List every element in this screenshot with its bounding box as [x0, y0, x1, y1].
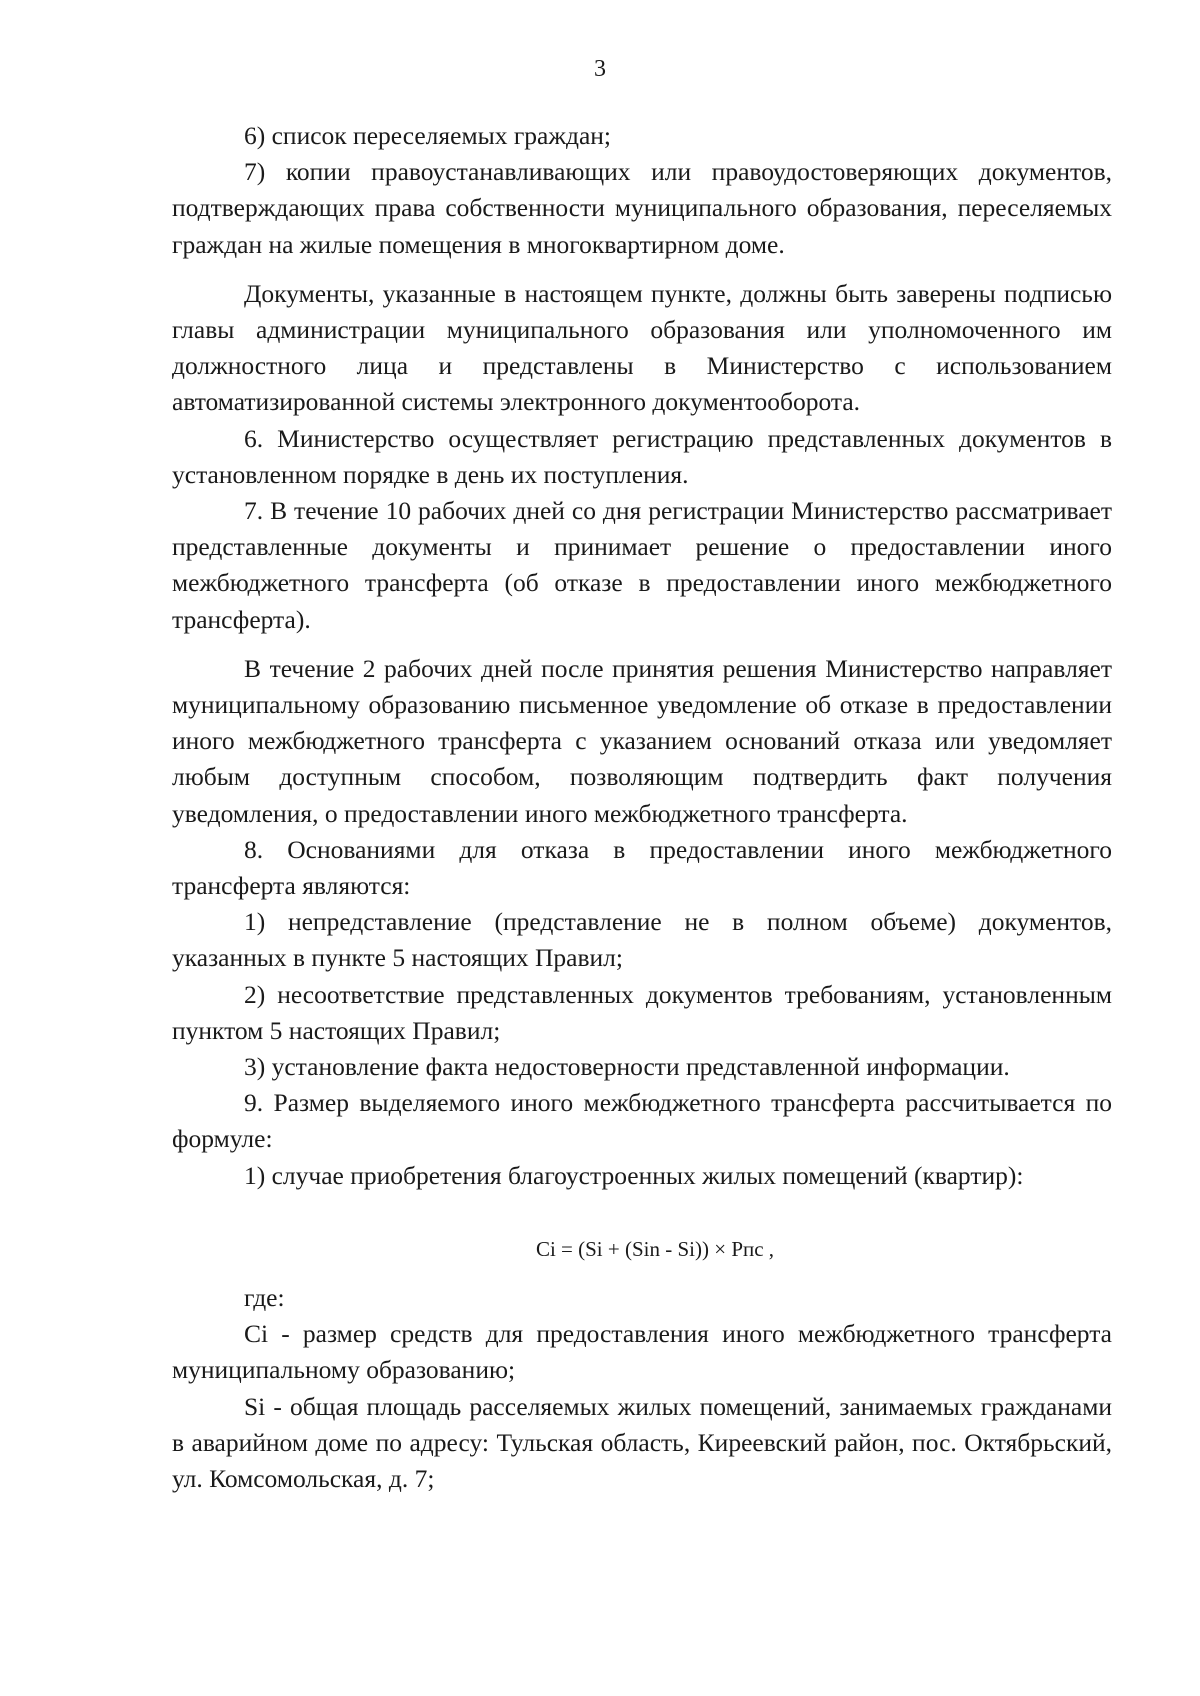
paragraph: 1) случае приобретения благоустроенных жилых помещений (квартир):: [244, 1160, 1024, 1190]
paragraph: 8. Основаниями для отказа в предоставлении иного межбюджетного трансферта являются:: [172, 834, 1112, 901]
paragraph: 9. Размер выделяемого иного межбюджетного трансферта рассчитывается по формуле:: [172, 1088, 1112, 1154]
bottom-paragraphs: [172, 1316, 1112, 1497]
paragraph: 1) непредставление (представление не в полном объеме) документов, указанных в пункте 5 настоящих Правил;: [172, 907, 1112, 973]
paragraph: 2) несоответствие представленных документов требованиям, установленным пунктом 5 настоящих Правил;: [172, 979, 1112, 1045]
top-paragraphs: [172, 118, 1112, 1194]
paragraph: 3) установление факта недостоверности представленной информации.: [244, 1052, 1010, 1082]
where-label: где:: [244, 1282, 285, 1312]
paragraph: 6) список переселяемых граждан;: [244, 121, 612, 150]
paragraph: Ci - размер средств для предоставления иного межбюджетного трансферта муниципальному образованию;: [172, 1319, 1112, 1385]
paragraph: Документы, указанные в настоящем пункте, должны быть заверены подписью главы администрации муниципального образования или уполномоченного им должностного лица и представлены в Министерство с использованием автоматизированной системы электронного документооборота.: [172, 278, 1112, 417]
paragraph: 7. В течение 10 рабочих дней со дня регистрации Министерство рассматривает представленные документы и принимает решение о предоставлении иного межбюджетного трансферта (об отказе в предоставлении иного межбюджетного трансферта).: [172, 496, 1112, 634]
formula: Ci = (Si + (Sin - Si)) × Pпс ,: [535, 1236, 775, 1261]
paragraph: Si - общая площадь расселяемых жилых помещений, занимаемых гражданами в аварийном доме по адресу: Тульская область, Киреевский район, пос. Октябрьский, ул. Комсомольская, д. 7;: [172, 1391, 1112, 1493]
page-number: 3: [594, 56, 606, 82]
document-body: [172, 118, 1112, 1497]
paragraph: 7) копии правоустанавливающих или правоудостоверяющих документов, подтверждающих права собственности муниципального образования, переселяемых граждан на жилые помещения в многоквартирном доме.: [172, 157, 1112, 259]
paragraph: 6. Министерство осуществляет регистрацию представленных документов в установленном порядке в день их поступления.: [172, 423, 1112, 489]
paragraph: В течение 2 рабочих дней после принятия решения Министерство направляет муниципальному образованию письменное уведомление об отказе в предоставлении иного межбюджетного трансферта с указанием оснований отказа или уведомляет любым доступным способом, позволяющим подтвердить факт получения уведомления, о предоставлении иного межбюджетного трансферта.: [172, 653, 1112, 828]
